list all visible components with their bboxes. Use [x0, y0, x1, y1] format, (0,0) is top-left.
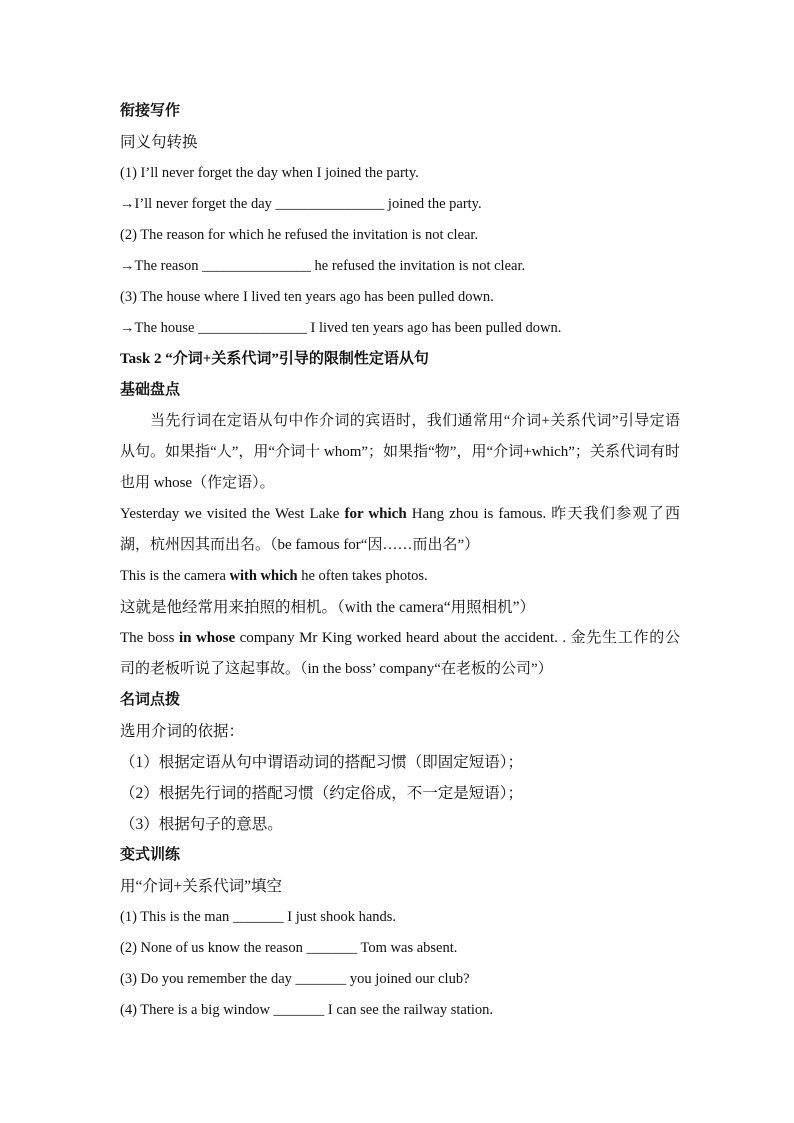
example-3: The boss in whose company Mr King worked heard about the accident. . 金先生工作的公司的老板听说了这起事故。（in the boss’ company“在老板的公司”）: [120, 630, 680, 677]
practice-heading: 变式训练: [120, 847, 181, 863]
writing-item: →The reason _______________ he refused the invitation is not clear.: [120, 258, 526, 274]
document-page: [120, 96, 680, 1026]
example-1: Yesterday we visited the West Lake for which Hang zhou is famous. 昨天我们参观了西湖，杭州因其而出名。（be famous for“因……而出名”）: [120, 506, 680, 553]
writing-item: (2) The reason for which he refused the invitation is not clear.: [120, 227, 479, 243]
practice-instruction: 用“介词+关系代词”填空: [120, 878, 283, 895]
intro-paragraph: 当先行词在定语从句中作介词的宾语时，我们通常用“介词+关系代词”引导定语从句。如果指“人”，用“介词十 whom”；如果指“物”，用“介词+which”；关系代词有时也用 whose（作定语）。: [120, 413, 680, 491]
practice-item: (1) This is the man _______ I just shook hands.: [120, 909, 397, 925]
notes-heading: 名词点拨: [120, 692, 181, 708]
writing-item: (1) I’ll never forget the day when I joined the party.: [120, 165, 419, 181]
notes-item: （2）根据先行词的搭配习惯（约定俗成，不一定是短语）；: [120, 785, 524, 802]
writing-item: (3) The house where I lived ten years ago has been pulled down.: [120, 289, 494, 305]
practice-item: (3) Do you remember the day _______ you joined our club?: [120, 971, 470, 987]
example-2-translation: 这就是他经常用来拍照的相机。（with the camera“用照相机”）: [120, 599, 535, 616]
example-2: This is the camera with which he often takes photos.: [120, 568, 428, 584]
notes-item: （3）根据句子的意思。: [120, 816, 283, 833]
notes-item: （1）根据定语从句中谓语动词的搭配习惯（即固定短语）；: [120, 754, 524, 771]
practice-item: (2) None of us know the reason _______ Tom was absent.: [120, 940, 458, 956]
writing-item: →I’ll never forget the day _______________ joined the party.: [120, 196, 482, 212]
writing-item: →The house _______________ I lived ten years ago has been pulled down.: [120, 320, 562, 336]
task2-title: Task 2 “介词+关系代词”引导的限制性定语从句: [120, 351, 429, 367]
basics-heading: 基础盘点: [120, 382, 181, 398]
notes-intro: 选用介词的依据：: [120, 723, 245, 740]
section-heading-writing: 衔接写作: [120, 103, 181, 119]
subheading-synonym: 同义句转换: [120, 134, 198, 151]
practice-item: (4) There is a big window _______ I can see the railway station.: [120, 1002, 494, 1018]
